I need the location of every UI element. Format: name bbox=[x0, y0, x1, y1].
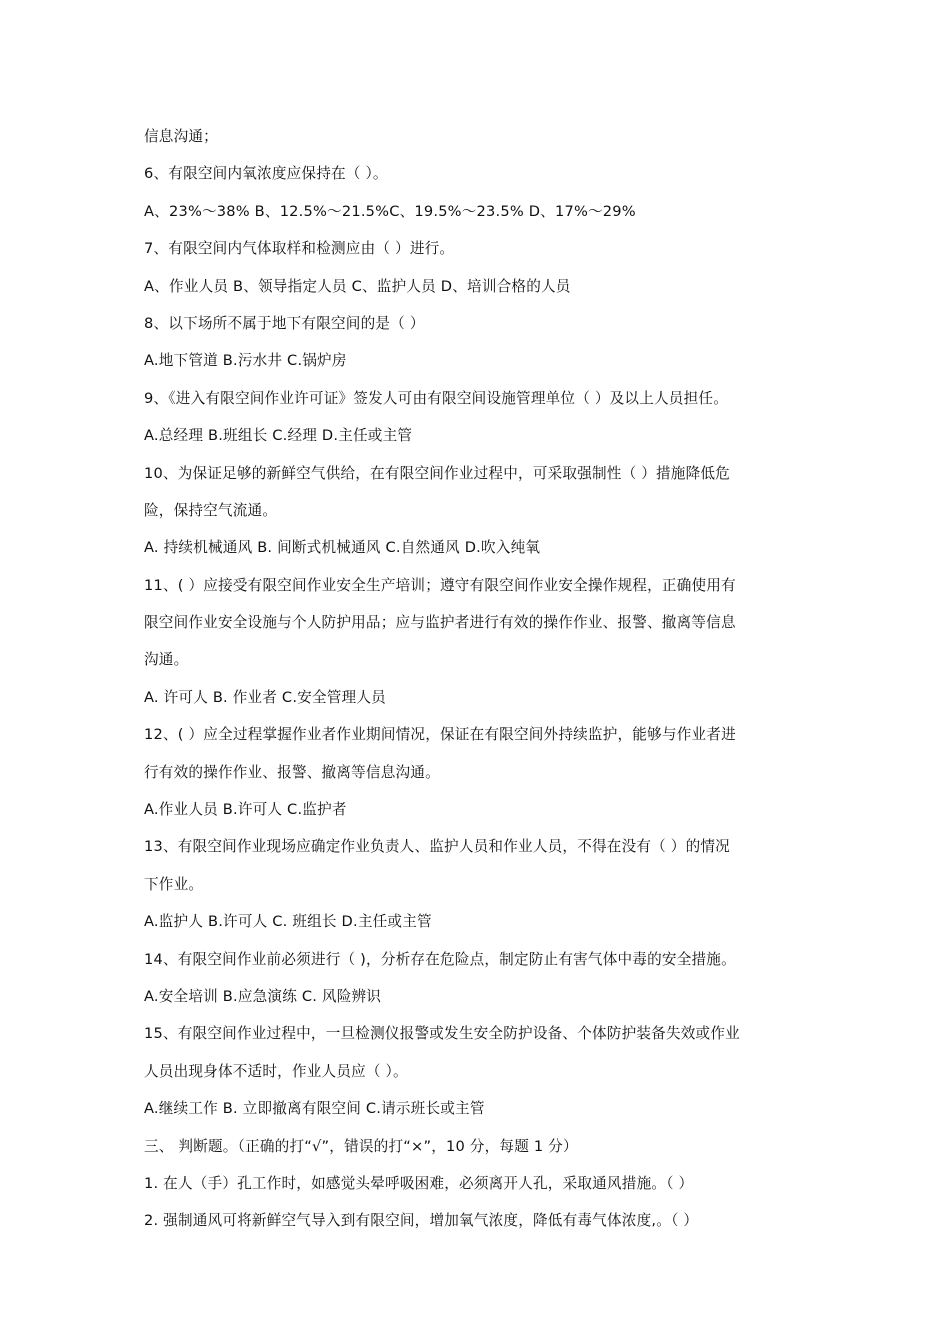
question-15-options: A.继续工作 B. 立即撤离有限空间 C.请示班长或主管 bbox=[144, 1100, 485, 1118]
question-6-options: A、23%～38% B、12.5%～21.5%C、19.5%～23.5% D、17%～29% bbox=[144, 202, 636, 220]
question-8-options: A.地下管道 B.污水井 C.锅炉房 bbox=[144, 352, 347, 370]
text-line-continuation: 信息沟通； bbox=[144, 128, 218, 145]
question-11: 11、( ）应接受有限空间作业安全生产培训；遵守有限空间作业安全操作规程，正确使用有 bbox=[144, 576, 736, 594]
question-13-options: A.监护人 B.许可人 C. 班组长 D.主任或主管 bbox=[144, 913, 432, 931]
question-8: 8、以下场所不属于地下有限空间的是（ ） bbox=[144, 314, 425, 332]
question-12-options: A.作业人员 B.许可人 C.监护者 bbox=[144, 801, 347, 819]
section-heading-true-false: 三、 判断题。（正确的打“√”，错误的打“×”，10 分，每题 1 分） bbox=[144, 1137, 578, 1155]
question-11-options: A. 许可人 B. 作业者 C.安全管理人员 bbox=[144, 688, 386, 706]
question-7-options: A、作业人员 B、领导指定人员 C、监护人员 D、培训合格的人员 bbox=[144, 277, 571, 295]
question-9: 9、《进入有限空间作业许可证》签发人可由有限空间设施管理单位（ ）及以上人员担任。 bbox=[144, 389, 728, 407]
question-11-continued: 限空间作业安全设施与个人防护用品；应与监护者进行有效的操作作业、报警、撤离等信息 bbox=[144, 614, 736, 632]
question-12-continued: 行有效的操作作业、报警、撤离等信息沟通。 bbox=[144, 763, 440, 781]
question-14-options: A.安全培训 B.应急演练 C. 风险辨识 bbox=[144, 987, 382, 1005]
question-11-continued-2: 沟通。 bbox=[144, 651, 189, 669]
true-false-item-2: 2. 强制通风可将新鲜空气导入到有限空间，增加氧气浓度，降低有毒气体浓度,。（ ） bbox=[144, 1212, 699, 1230]
question-13: 13、有限空间作业现场应确定作业负责人、监护人员和作业人员，不得在没有（ ）的情况 bbox=[144, 838, 730, 856]
question-13-continued: 下作业。 bbox=[144, 875, 204, 893]
question-14: 14、有限空间作业前必须进行（ )，分析存在危险点，制定防止有害气体中毒的安全措施。 bbox=[144, 950, 736, 968]
question-9-options: A.总经理 B.班组长 C.经理 D.主任或主管 bbox=[144, 427, 413, 445]
true-false-item-1: 1. 在人（手）孔工作时，如感觉头晕呼吸困难，必须离开人孔，采取通风措施。（ ） bbox=[144, 1174, 694, 1192]
question-7: 7、有限空间内气体取样和检测应由（ ）进行。 bbox=[144, 240, 455, 258]
question-15-continued: 人员出现身体不适时，作业人员应（ ）。 bbox=[144, 1062, 408, 1080]
question-6: 6、有限空间内氧浓度应保持在（ ）。 bbox=[144, 165, 388, 183]
question-10-options: A. 持续机械通风 B. 间断式机械通风 C.自然通风 D.吹入纯氧 bbox=[144, 539, 541, 557]
question-15: 15、有限空间作业过程中，一旦检测仪报警或发生安全防护设备、个体防护装备失效或作业 bbox=[144, 1025, 740, 1043]
question-10-continued: 险，保持空气流通。 bbox=[144, 501, 278, 519]
document-body bbox=[144, 118, 812, 1240]
question-10: 10、为保证足够的新鲜空气供给，在有限空间作业过程中，可采取强制性（ ）措施降低危 bbox=[144, 464, 730, 482]
question-12: 12、( ）应全过程掌握作业者作业期间情况，保证在有限空间外持续监护，能够与作业者进 bbox=[144, 726, 736, 744]
